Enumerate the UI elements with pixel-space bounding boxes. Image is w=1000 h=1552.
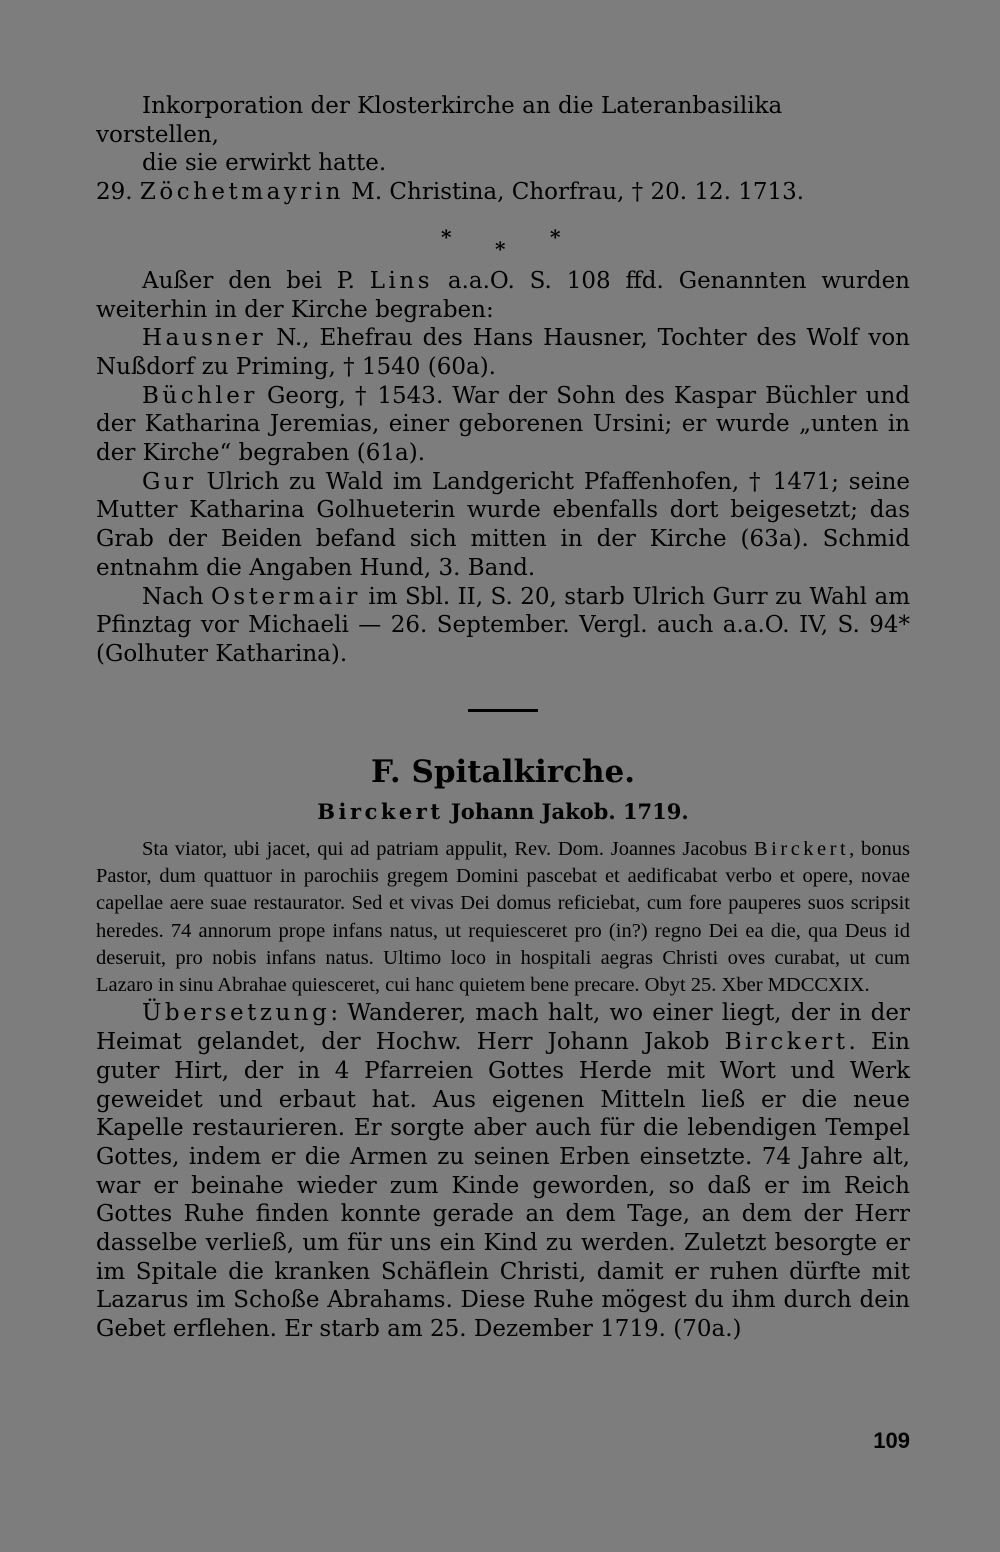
intro-text-b: a.a.O. S. 108 ffd. Genannten wurden weiterhin in der Kirche begraben: <box>96 267 910 323</box>
latin-text-b: , bonus Pastor, dum quattuor in parochiis gregem Domini pascebat et aedificabat verbo et opere, novae capellae aere suae restaurator. Sed et vivas Dei domus reficiebat, cum fore pauperes suos scripsit heredes. 74 annorum prope infans natus, ut requiesceret pro (in?) regno Dei ea die, qua Deus id deseruit, pro nobis infans natus. Ultimo loco in hospitali aegras Christi oves curabat, ut cum Lazaro in sinu Abrahae quiesceret, cui hanc quietem bene precare. Obyt 25. Xber MDCCXIX. <box>96 837 910 997</box>
divider <box>468 709 538 712</box>
page-number: 109 <box>873 1428 910 1453</box>
gur-name: Gur <box>142 468 197 495</box>
star-left: * <box>441 224 452 249</box>
entry-number: 29. <box>96 179 133 206</box>
ostermair-name: Ostermair <box>211 583 361 610</box>
burial-gur <box>96 468 910 583</box>
section-subtitle <box>96 798 910 826</box>
ostermair-text-b: im Sbl. II, S. 20, starb Ulrich Gurr zu Wahl am Pfinztag vor Michaeli — 26. September. Vergl. auch a.a.O. IV, S. 94* (Golhuter Katharina). <box>96 583 911 667</box>
ostermair-text-a: Nach <box>142 583 211 610</box>
buechler-text: Georg, † 1543. War der Sohn des Kaspar Büchler und der Katharina Jeremias, einer geborenen Ursini; er wurde „unten in der Kirche“ begraben (61a). <box>96 382 910 467</box>
gur-text: Ulrich zu Wald im Landgericht Pfaffenhofen, † 1471; seine Mutter Katharina Golhueterin wurde ebenfalls dort beigesetzt; das Grab der Beiden befand sich mitten in der Kirche (63a). Schmid entnahm die Angaben Hund, 3. Band. <box>96 468 910 581</box>
burial-buechler <box>96 382 910 468</box>
top-line-2: die sie erwirkt hatte. <box>142 150 387 177</box>
latin-name: Birckert <box>754 837 850 860</box>
intro-name: Lins <box>369 267 434 294</box>
subtitle-rest: Johann Jakob. 1719. <box>443 798 689 824</box>
entry-text: M. Christina, Chorfrau, † 20. 12. 1713. <box>343 179 805 206</box>
translation <box>96 999 910 1343</box>
top-paragraph <box>96 92 910 178</box>
subtitle-name: Birckert <box>317 798 444 824</box>
translation-text-a: : Wanderer, mach halt, wo einer liegt, der in der Heimat gelandet, der Hochw. Herr Johann Jakob <box>96 1000 910 1056</box>
entry-name: Zöchetmayrin <box>139 179 344 206</box>
section-stars <box>96 215 910 267</box>
hausner-text: N., Ehefrau des Hans Hausner, Tochter des Wolf von Nußdorf zu Priming, † 1540 (60a). <box>96 325 910 380</box>
section-title: F. Spitalkirche. <box>370 753 635 790</box>
top-line-1: Inkorporation der Klosterkirche an die Lateranbasilika vorstellen, <box>96 93 783 148</box>
translation-text-b: . Ein guter Hirt, der in 4 Pfarreien Gottes Herde mit Wort und Werk geweidet und erbaut hat. Aus eigenen Mitteln ließ er die neue Kapelle restaurieren. Er sorgte aber auch für die lebendigen Tempel Gottes, indem er die Armen zu seinen Erben einsetzte. 74 Jahre alt, war er beinahe wieder zum Kinde geworden, so daß er im Reich Gottes Ruhe finden konnte gerade an dem Tage, an dem der Herr dasselbe verließ, um für uns ein Kind zu werden. Zuletzt besorgte er im Spitale die kranken Schäflein Christi, damit er ruhen dürfte mit Lazarus im Schoße Abrahams. Diese Ruhe mögest du ihm durch dein Gebet erflehen. Er starb am 25. Dezember 1719. (70a.) <box>96 1029 910 1343</box>
hausner-name: Hausner <box>142 325 267 352</box>
latin-text-a: Sta viator, ubi jacet, qui ad patriam appulit, Rev. Dom. Joannes Jacobus <box>142 837 754 860</box>
entry-29 <box>96 178 910 207</box>
latin-inscription <box>96 836 910 1000</box>
intro-text-a: Außer den bei P. <box>142 267 370 294</box>
star-right: * <box>550 224 561 249</box>
translation-label: Übersetzung <box>142 1000 331 1027</box>
page-content <box>96 92 910 1344</box>
burials-intro <box>96 267 910 324</box>
translation-name: Birckert <box>724 1029 849 1056</box>
buechler-name: Büchler <box>142 382 258 409</box>
burial-hausner <box>96 324 910 381</box>
burial-ostermair <box>96 583 910 669</box>
star-middle: * <box>495 236 506 261</box>
